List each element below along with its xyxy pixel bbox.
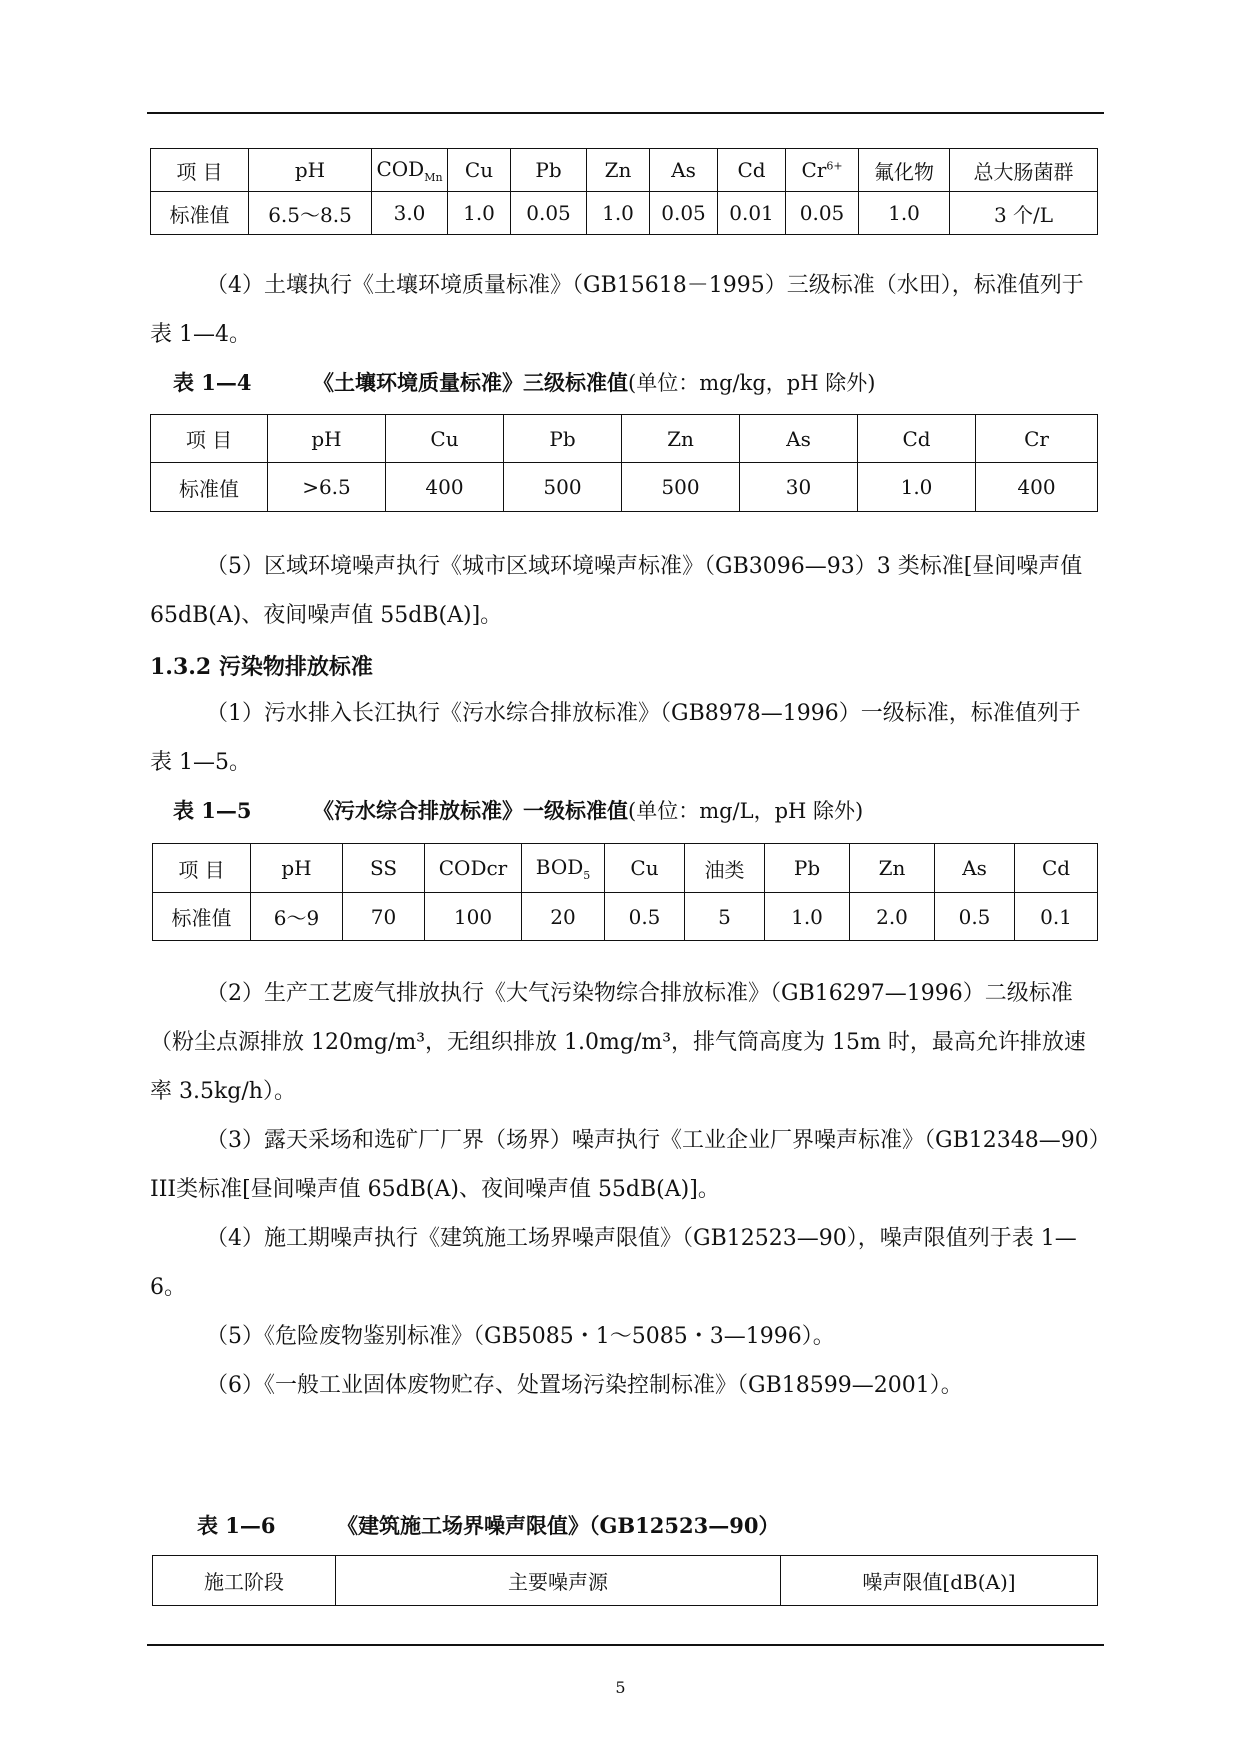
table-cell: 标准值 xyxy=(151,463,268,512)
header-cell: pH xyxy=(251,844,343,893)
table-row xyxy=(151,463,1098,512)
table-cell: 400 xyxy=(386,463,504,512)
table-cell: 1.0 xyxy=(587,192,650,235)
table-caption-1-4: 表 1—4 《土壤环境质量标准》三级标准值(单位：mg/kg，pH 除外) xyxy=(173,370,876,395)
paragraph-solid-waste: （6）《一般工业固体废物贮存、处置场污染控制标准》（GB18599—2001）。 xyxy=(206,1373,963,1398)
header-cell: Cd xyxy=(858,415,976,463)
table-cell: 0.1 xyxy=(1015,893,1098,941)
header-rule xyxy=(147,112,1104,114)
header-cell: Cd xyxy=(1015,844,1098,893)
header-cell: pH xyxy=(249,149,372,192)
header-cell: Pb xyxy=(504,415,622,463)
footer-rule xyxy=(147,1644,1104,1646)
table-header-row xyxy=(151,149,1098,192)
table-cell: 70 xyxy=(343,893,425,941)
header-cell: 总大肠菌群 xyxy=(950,149,1098,192)
table-cell: 1.0 xyxy=(859,192,950,235)
table-cell: 0.01 xyxy=(718,192,786,235)
header-cell: 油类 xyxy=(685,844,765,893)
header-cell: pH xyxy=(268,415,386,463)
header-cell: $Cr^{6+}$ xyxy=(786,149,859,192)
header-cell: Zn xyxy=(587,149,650,192)
table-cell: 400 xyxy=(976,463,1098,512)
paragraph-hazardous-waste: （5）《危险废物鉴别标准》（GB5085・1～5085・3—1996）。 xyxy=(206,1324,835,1349)
header-cell: As xyxy=(740,415,858,463)
header-cell: 项 目 xyxy=(151,415,268,463)
table-row xyxy=(151,192,1098,235)
table-cell: 标准值 xyxy=(151,192,249,235)
paragraph-area-noise: （5）区域环境噪声执行《城市区域环境噪声标准》（GB3096—93）3 类标准[昼间噪声值 65dB(A)、夜间噪声值 55dB(A)]。 xyxy=(150,554,1083,628)
paragraph-mine-noise: （3）露天采场和选矿厂厂界（场界）噪声执行《工业企业厂界噪声标准》（GB12348—90）III类标准[昼间噪声值 65dB(A)、夜间噪声值 55dB(A)]。 xyxy=(150,1128,1100,1202)
table-construction-noise xyxy=(152,1555,1098,1606)
table-cell: 0.5 xyxy=(935,893,1015,941)
header-cell: Cu xyxy=(448,149,511,192)
table-header-row xyxy=(153,844,1098,893)
header-cell: 噪声限值[dB(A)] xyxy=(781,1556,1098,1606)
paragraph-construction-noise: （4）施工期噪声执行《建筑施工场界噪声限值》（GB12523—90），噪声限值列于表 1—6。 xyxy=(150,1226,1077,1300)
table-cell: 5 xyxy=(685,893,765,941)
paragraph-soil: （4）土壤执行《土壤环境质量标准》（GB15618－1995）三级标准（水田），标准值列于表 1—4。 xyxy=(150,273,1084,347)
header-cell: Cd xyxy=(718,149,786,192)
table-soil-standard xyxy=(150,414,1098,512)
section-heading-1-3-2: 1.3.2 污染物排放标准 xyxy=(150,654,373,680)
table-cell: 0.5 xyxy=(605,893,685,941)
table-cell: 1.0 xyxy=(448,192,511,235)
table-cell: 6～9 xyxy=(251,893,343,941)
header-cell: 主要噪声源 xyxy=(336,1556,781,1606)
header-cell: Pb xyxy=(765,844,850,893)
paragraph-sewage: （1）污水排入长江执行《污水综合排放标准》（GB8978—1996）一级标准，标准值列于表 1—5。 xyxy=(150,701,1081,775)
header-cell: Zn xyxy=(622,415,740,463)
paragraph-gas-emission: （2）生产工艺废气排放执行《大气污染物综合排放标准》（GB16297—1996）二级标准（粉尘点源排放 120mg/m³，无组织排放 1.0mg/m³，排气筒高度为 15m 时，最高允许排放速率 3.5kg/h）。 xyxy=(150,981,1086,1104)
table-cell: 标准值 xyxy=(153,893,251,941)
page-number: 5 xyxy=(615,1678,626,1697)
table-header-row xyxy=(153,1556,1098,1606)
header-cell: CODcr xyxy=(425,844,522,893)
header-cell: Cu xyxy=(605,844,685,893)
header-cell: $BOD_5$ xyxy=(522,844,605,893)
table-row xyxy=(153,893,1098,941)
header-cell: Pb xyxy=(511,149,587,192)
header-cell: SS xyxy=(343,844,425,893)
table-caption-1-6: 表 1—6 《建筑施工场界噪声限值》（GB12523—90） xyxy=(197,1513,780,1538)
table-cell: 100 xyxy=(425,893,522,941)
table-cell: 500 xyxy=(504,463,622,512)
table-cell: 3 个/L xyxy=(950,192,1098,235)
header-cell: 项 目 xyxy=(151,149,249,192)
header-cell: Cu xyxy=(386,415,504,463)
header-cell: Cr xyxy=(976,415,1098,463)
table-sewage-standard xyxy=(152,843,1098,941)
header-cell: As xyxy=(935,844,1015,893)
header-cell: Zn xyxy=(850,844,935,893)
table-cell: 1.0 xyxy=(858,463,976,512)
table-cell: 1.0 xyxy=(765,893,850,941)
table-cell: 2.0 xyxy=(850,893,935,941)
table-cell: >6.5 xyxy=(268,463,386,512)
header-cell: 施工阶段 xyxy=(153,1556,336,1606)
table-caption-1-5: 表 1—5 《污水综合排放标准》一级标准值(单位：mg/L，pH 除外) xyxy=(173,798,864,823)
header-cell: As xyxy=(650,149,718,192)
table-cell: 0.05 xyxy=(650,192,718,235)
table-water-standard xyxy=(150,148,1098,235)
header-cell: 项 目 xyxy=(153,844,251,893)
table-cell: 20 xyxy=(522,893,605,941)
header-cell: 氟化物 xyxy=(859,149,950,192)
table-cell: 0.05 xyxy=(511,192,587,235)
table-cell: 6.5～8.5 xyxy=(249,192,372,235)
header-cell: $COD_{Mn}$ xyxy=(372,149,448,192)
table-cell: 500 xyxy=(622,463,740,512)
table-cell: 3.0 xyxy=(372,192,448,235)
table-header-row xyxy=(151,415,1098,463)
table-cell: 0.05 xyxy=(786,192,859,235)
table-cell: 30 xyxy=(740,463,858,512)
